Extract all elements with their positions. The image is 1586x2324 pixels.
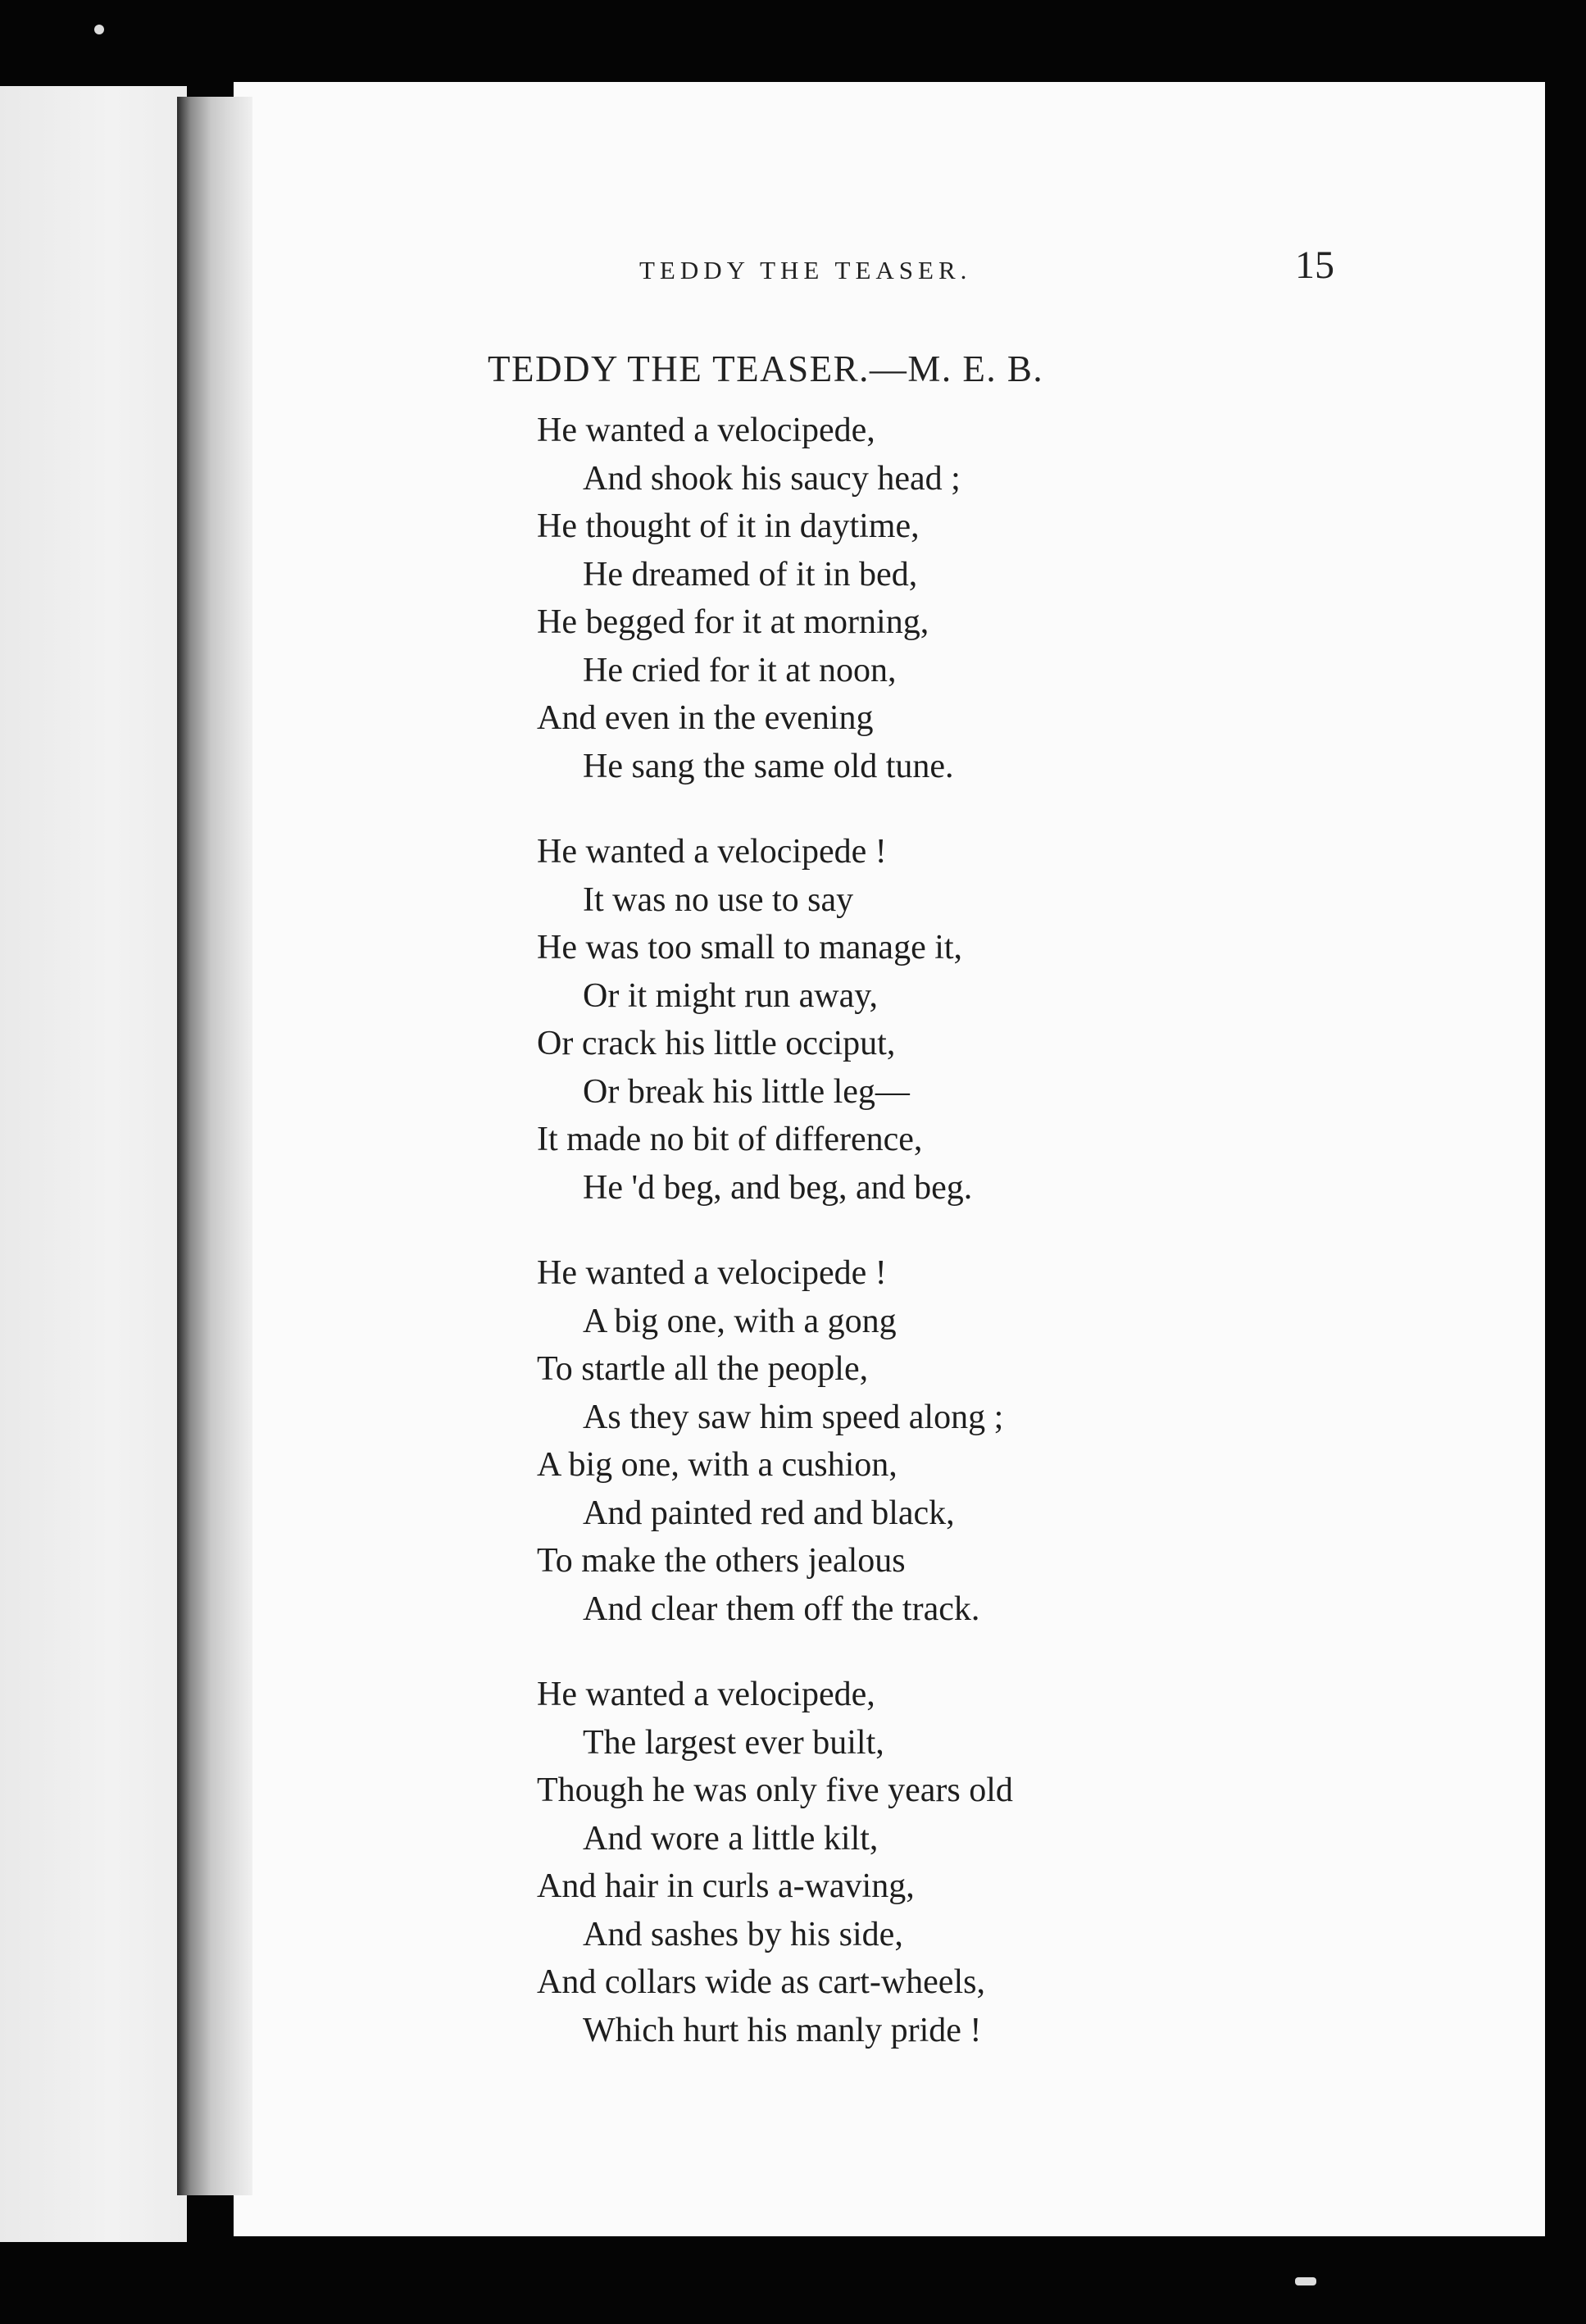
poem-line: And even in the evening (537, 699, 874, 737)
stanza (537, 1671, 1013, 2054)
poem-body (537, 407, 1013, 2092)
running-head: TEDDY THE TEASER. (639, 256, 972, 284)
poem-line: Which hurt his manly pride ! (583, 2011, 982, 2049)
poem-line: And collars wide as cart-wheels, (537, 1963, 985, 2001)
poem-line: And hair in curls a-waving, (537, 1867, 915, 1905)
dust-speck (94, 25, 104, 34)
poem-line: He thought of it in daytime, (537, 507, 920, 545)
poem-line: The largest ever built, (583, 1723, 884, 1762)
poem-line: He sang the same old tune. (583, 747, 954, 785)
poem-line: He wanted a velocipede ! (537, 1254, 887, 1292)
poem-line: And clear them off the track. (583, 1590, 980, 1628)
poem-line: He was too small to manage it, (537, 929, 963, 966)
poem-line: Or break his little leg— (583, 1072, 910, 1111)
stanza (537, 828, 1013, 1212)
stanza (537, 1249, 1013, 1633)
poem-line: He wanted a velocipede ! (537, 833, 887, 871)
poem-line: And sashes by his side, (583, 1915, 903, 1953)
poem-line: It was no use to say (583, 880, 854, 919)
poem-line: To make the others jealous (537, 1542, 906, 1580)
poem-title: TEDDY THE TEASER.—M. E. B. (488, 348, 1044, 389)
poem-line: He wanted a velocipede, (537, 412, 875, 449)
poem-line: Or it might run away, (583, 976, 879, 1015)
left-page-edge (0, 86, 187, 2242)
poem-line: He wanted a velocipede, (537, 1676, 875, 1713)
page-number: 15 (1295, 243, 1334, 287)
stanza (537, 407, 1013, 790)
poem-line: It made no bit of difference, (537, 1121, 923, 1158)
poem-line: And wore a little kilt, (583, 1819, 879, 1858)
book-gutter-shadow (177, 97, 252, 2195)
poem-line: And painted red and black, (583, 1494, 955, 1532)
poem-line: He 'd beg, and beg, and beg. (583, 1168, 973, 1207)
poem-line: A big one, with a cushion, (537, 1446, 898, 1484)
poem-line: Though he was only five years old (537, 1771, 1013, 1809)
poem-line: As they saw him speed along ; (583, 1398, 1004, 1436)
poem-line: A big one, with a gong (583, 1302, 897, 1340)
poem-line: Or crack his little occiput, (537, 1025, 896, 1062)
poem-line: He begged for it at morning, (537, 603, 929, 641)
dust-speck (1295, 2277, 1316, 2285)
poem-line: And shook his saucy head ; (583, 459, 961, 498)
poem-line: He dreamed of it in bed, (583, 555, 918, 594)
poem-line: He cried for it at noon, (583, 651, 897, 689)
poem-line: To startle all the people, (537, 1350, 869, 1388)
